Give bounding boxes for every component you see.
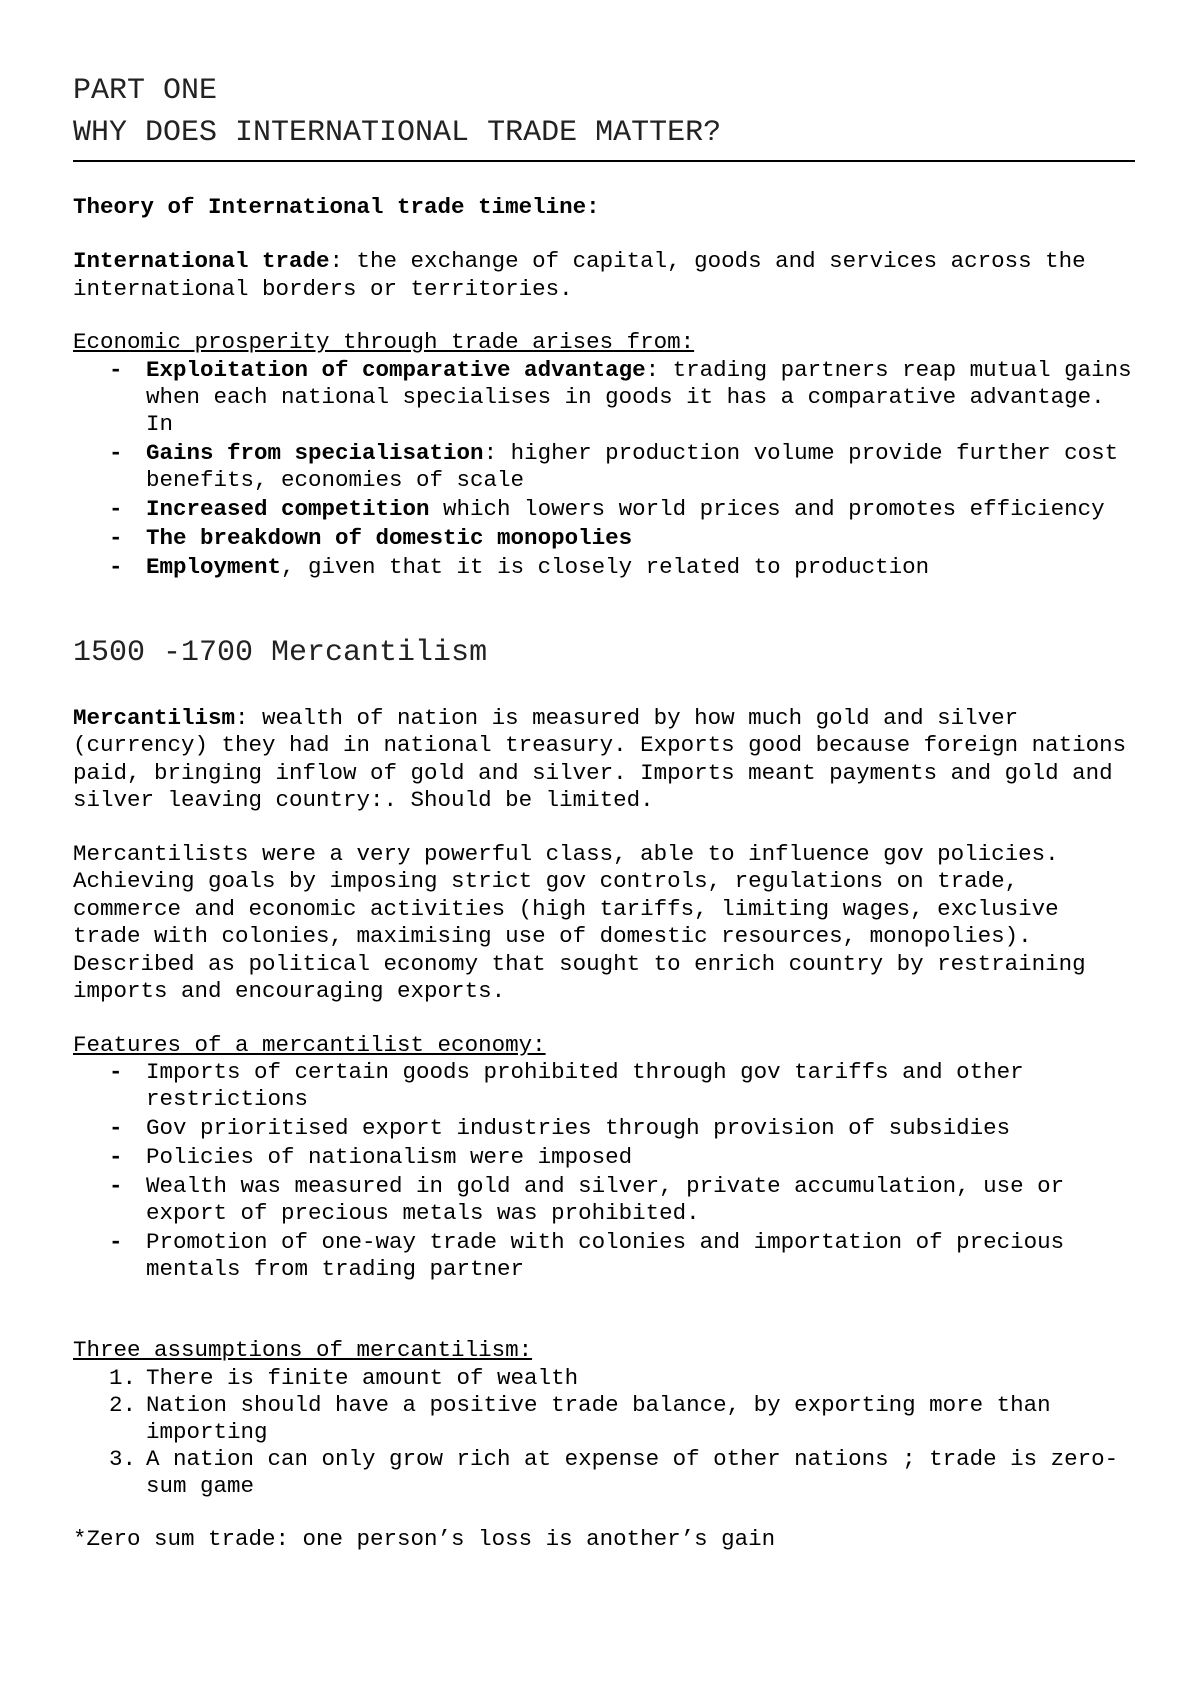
list-item: - Imports of certain goods prohibited through gov tariffs and other restrictions xyxy=(109,1059,1024,1112)
bullet-text: which lowers world prices and promotes efficiency xyxy=(429,495,1105,522)
bullet-text: , given that it is closely related to production xyxy=(281,553,930,580)
features-heading: Features of a mercantilist economy: xyxy=(73,1031,546,1058)
list-item: - Exploitation of comparative advantage: trading partners reap mutual gains when each national specialises in goods it has a comparative advantage. In xyxy=(109,356,1132,437)
footnote: *Zero sum trade: one person’s loss is another’s gain xyxy=(73,1525,776,1552)
list-item: - Gains from specialisation: higher production volume provide further cost benefits, economies of scale xyxy=(109,439,1119,493)
part-label: PART ONE xyxy=(73,74,218,108)
assumptions-heading: Three assumptions of mercantilism: xyxy=(73,1337,533,1363)
list-item: - The breakdown of domestic monopolies xyxy=(109,524,633,551)
page-title: WHY DOES INTERNATIONAL TRADE MATTER? xyxy=(73,116,722,150)
bullet-text: : trading partners reap mutual gains when each national specialises in goods it has a comparative advantage. In xyxy=(146,356,1132,437)
definition-international-trade xyxy=(73,248,1135,303)
list-item: - Policies of nationalism were imposed xyxy=(109,1144,633,1170)
title-divider xyxy=(73,160,1135,162)
definition-text: : the exchange of capital, goods and services across the international borders or territories. xyxy=(73,248,1086,302)
feature-text: Wealth was measured in gold and silver, private accumulation, use or export of precious metals was prohibited. xyxy=(146,1173,1065,1226)
bullet-bold: Exploitation of comparative advantage xyxy=(146,356,646,383)
feature-text: Promotion of one-way trade with colonies and importation of precious mentals from trading partner xyxy=(146,1229,1065,1282)
list-item: - Promotion of one-way trade with colonies and importation of precious mentals from trading partner xyxy=(109,1229,1065,1282)
definition-mercantilism xyxy=(73,705,1135,815)
assumption-text: There is finite amount of wealth xyxy=(146,1364,579,1391)
assumptions-list xyxy=(73,1365,1135,1500)
assumption-text: Nation should have a positive trade balance, by exporting more than importing xyxy=(146,1391,1051,1445)
feature-text: Gov prioritised export industries through provision of subsidies xyxy=(146,1115,1011,1141)
bullet-bold: Employment xyxy=(146,553,282,580)
prosperity-list xyxy=(73,357,1135,581)
bullet-bold: Gains from specialisation xyxy=(146,439,484,466)
section-heading: Theory of International trade timeline: xyxy=(73,194,600,220)
mercantilism-heading: 1500 -1700 Mercantilism xyxy=(73,635,488,670)
bullet-bold: Increased competition xyxy=(146,495,430,522)
list-item: 1. There is finite amount of wealth xyxy=(109,1364,579,1391)
list-item: - Employment, given that it is closely related to production xyxy=(109,553,930,580)
assumption-text: A nation can only grow rich at expense of other nations ; trade is zero-sum game xyxy=(146,1445,1119,1499)
document-page xyxy=(73,70,1135,1553)
definition-term: International trade xyxy=(73,248,330,274)
list-item: - Gov prioritised export industries through provision of subsidies xyxy=(109,1115,1011,1141)
prosperity-heading: Economic prosperity through trade arises from: xyxy=(73,329,695,355)
bullet-text: : higher production volume provide further cost benefits, economies of scale xyxy=(146,439,1119,493)
definition-term: Mercantilism xyxy=(73,704,236,731)
feature-text: Imports of certain goods prohibited through gov tariffs and other restrictions xyxy=(146,1059,1024,1112)
list-item: 2. Nation should have a positive trade balance, by exporting more than importing xyxy=(109,1391,1051,1445)
list-item: - Wealth was measured in gold and silver, private accumulation, use or export of precious metals was prohibited. xyxy=(109,1173,1065,1226)
list-item: 3. A nation can only grow rich at expense of other nations ; trade is zero-sum game xyxy=(109,1445,1119,1499)
definition-text: : wealth of nation is measured by how much gold and silver (currency) they had in national treasury. Exports good because foreign nations paid, bringing inflow of gold and silver. Imports meant payments and gold and silver leaving country:. Should be limited. xyxy=(73,704,1127,813)
feature-text: Policies of nationalism were imposed xyxy=(146,1144,633,1170)
bullet-bold: The breakdown of domestic monopolies xyxy=(146,524,633,551)
mercantilists-paragraph: Mercantilists were a very powerful class, able to influence gov policies. Achieving goals by imposing strict gov controls, regulations on trade, commerce and economic activities (high tariffs, limiting wages, exclusive trade with colonies, maximising use of domestic resources, monopolies). Described as political economy that sought to enrich country by restraining imports and encouraging exports. xyxy=(73,840,1086,1004)
list-item: - Increased competition which lowers world prices and promotes efficiency xyxy=(109,495,1105,522)
features-list xyxy=(73,1059,1135,1283)
